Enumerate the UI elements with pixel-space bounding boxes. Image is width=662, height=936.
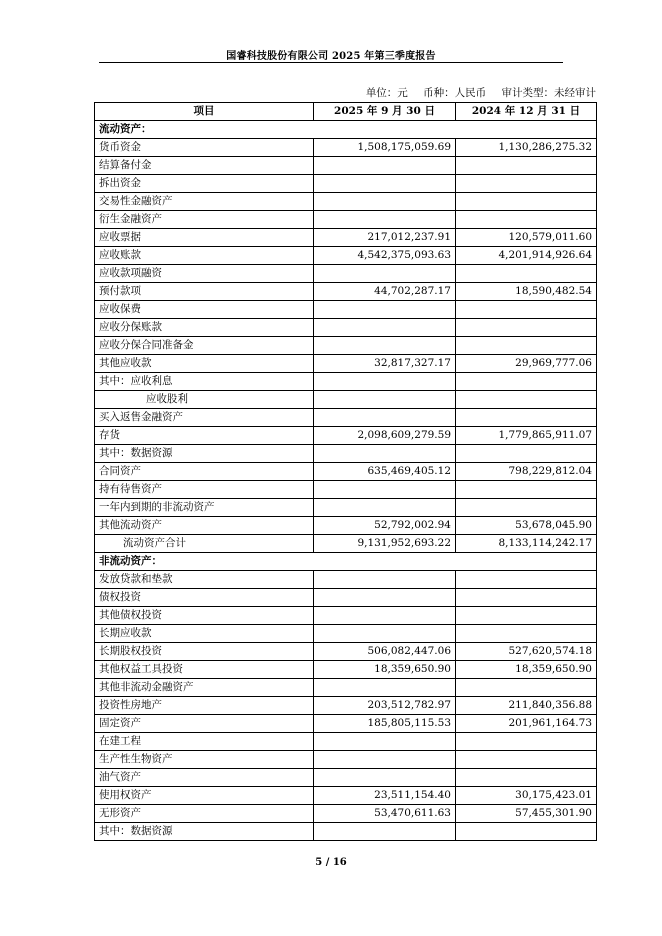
table-row: [95, 247, 597, 265]
value-prior: [456, 481, 597, 499]
row-label: 其他应收款: [95, 355, 314, 373]
value-current: [314, 337, 456, 355]
row-label: 应收票据: [95, 229, 314, 247]
table-row: [95, 301, 597, 319]
table-row: [95, 607, 597, 625]
value-prior: 201,961,164.73: [456, 715, 597, 733]
value-prior: [456, 409, 597, 427]
value-current: [314, 193, 456, 211]
table-row: [95, 139, 597, 157]
value-current: 217,012,237.91: [314, 229, 456, 247]
row-label: 长期股权投资: [95, 643, 314, 661]
table-row: [95, 409, 597, 427]
row-label: 存货: [95, 427, 314, 445]
value-current: [314, 301, 456, 319]
value-prior: [456, 265, 597, 283]
value-current: 2,098,609,279.59: [314, 427, 456, 445]
table-row: [95, 373, 597, 391]
table-row: [95, 283, 597, 301]
value-prior: 8,133,114,242.17: [456, 535, 597, 553]
audit-type-label: 审计类型：未经审计: [501, 87, 596, 99]
value-current: 185,805,115.53: [314, 715, 456, 733]
value-prior: 120,579,011.60: [456, 229, 597, 247]
table-row: [95, 211, 597, 229]
value-prior: [456, 769, 597, 787]
table-row: [95, 733, 597, 751]
value-prior: [456, 319, 597, 337]
row-label: 发放贷款和垫款: [95, 571, 314, 589]
value-prior: [456, 175, 597, 193]
value-prior: [456, 337, 597, 355]
value-current: [314, 265, 456, 283]
row-label: 其他流动资产: [95, 517, 314, 535]
value-current: 52,792,002.94: [314, 517, 456, 535]
header-period-current: 2025 年 9 月 30 日: [314, 103, 456, 121]
table-row: [95, 337, 597, 355]
table-row: [95, 481, 597, 499]
value-current: [314, 409, 456, 427]
table-row: [95, 625, 597, 643]
value-prior: 527,620,574.18: [456, 643, 597, 661]
table-header-row: [95, 103, 597, 121]
table-row: [95, 517, 597, 535]
value-prior: 57,455,301.90: [456, 805, 597, 823]
header-item: 项目: [95, 103, 314, 121]
row-label: 流动资产合计: [95, 535, 314, 553]
row-label: 拆出资金: [95, 175, 314, 193]
value-prior: [456, 373, 597, 391]
value-current: [314, 175, 456, 193]
value-current: [314, 733, 456, 751]
value-current: [314, 211, 456, 229]
value-current: 53,470,611.63: [314, 805, 456, 823]
table-row: [95, 571, 597, 589]
row-label: 其他债权投资: [95, 607, 314, 625]
table-row: [95, 157, 597, 175]
value-prior: [456, 589, 597, 607]
row-label: 结算备付金: [95, 157, 314, 175]
value-prior: 211,840,356.88: [456, 697, 597, 715]
row-label: 其他权益工具投资: [95, 661, 314, 679]
row-label: 固定资产: [95, 715, 314, 733]
row-label: 无形资产: [95, 805, 314, 823]
value-prior: 1,779,865,911.07: [456, 427, 597, 445]
value-current: [314, 679, 456, 697]
table-row: [95, 589, 597, 607]
row-label: 预付款项: [95, 283, 314, 301]
report-header-title: 国睿科技股份有限公司 2025 年第三季度报告: [226, 51, 436, 62]
value-current: [314, 157, 456, 175]
value-current: [314, 769, 456, 787]
unit-label: 单位：元: [365, 87, 408, 99]
row-label: 投资性房地产: [95, 697, 314, 715]
table-row: [95, 805, 597, 823]
value-prior: [456, 391, 597, 409]
value-prior: [456, 733, 597, 751]
value-prior: [456, 823, 597, 841]
value-prior: 1,130,286,275.32: [456, 139, 597, 157]
row-label: 债权投资: [95, 589, 314, 607]
value-current: 18,359,650.90: [314, 661, 456, 679]
row-label: 其他非流动金融资产: [95, 679, 314, 697]
table-row: [95, 319, 597, 337]
table-row: [95, 499, 597, 517]
header-period-prior: 2024 年 12 月 31 日: [456, 103, 597, 121]
section-row: [95, 553, 597, 571]
unit-line: [366, 85, 596, 100]
value-current: [314, 445, 456, 463]
value-prior: [456, 751, 597, 769]
value-prior: [456, 157, 597, 175]
row-label: 油气资产: [95, 769, 314, 787]
table-row: [95, 751, 597, 769]
table-row: [95, 391, 597, 409]
value-current: 9,131,952,693.22: [314, 535, 456, 553]
value-prior: 18,590,482.54: [456, 283, 597, 301]
row-label: 生产性生物资产: [95, 751, 314, 769]
row-label: 其中：数据资源: [95, 823, 314, 841]
value-prior: [456, 211, 597, 229]
value-current: [314, 589, 456, 607]
value-current: [314, 499, 456, 517]
value-current: [314, 571, 456, 589]
value-current: 44,702,287.17: [314, 283, 456, 301]
value-prior: [456, 193, 597, 211]
row-label: 货币资金: [95, 139, 314, 157]
value-prior: [456, 571, 597, 589]
row-label: 应收分保合同准备金: [95, 337, 314, 355]
row-label: 交易性金融资产: [95, 193, 314, 211]
value-prior: 4,201,914,926.64: [456, 247, 597, 265]
table-row: [95, 175, 597, 193]
row-label: 持有待售资产: [95, 481, 314, 499]
row-label: 应收股利: [95, 391, 314, 409]
row-label: 在建工程: [95, 733, 314, 751]
table-row: [95, 355, 597, 373]
value-prior: [456, 679, 597, 697]
value-current: [314, 625, 456, 643]
row-label: 合同资产: [95, 463, 314, 481]
value-current: 1,508,175,059.69: [314, 139, 456, 157]
value-current: 203,512,782.97: [314, 697, 456, 715]
table-row: [95, 661, 597, 679]
row-label: 使用权资产: [95, 787, 314, 805]
value-prior: [456, 301, 597, 319]
table-row: [95, 463, 597, 481]
value-current: [314, 481, 456, 499]
table-row: [95, 823, 597, 841]
value-current: [314, 391, 456, 409]
value-prior: 30,175,423.01: [456, 787, 597, 805]
value-prior: 798,229,812.04: [456, 463, 597, 481]
value-prior: [456, 499, 597, 517]
row-label: 应收保费: [95, 301, 314, 319]
table-row: [95, 193, 597, 211]
table-row: [95, 697, 597, 715]
balance-sheet-table: [94, 102, 597, 841]
currency-label: 币种：人民币: [423, 87, 487, 99]
value-prior: [456, 625, 597, 643]
header-divider: [99, 62, 563, 63]
table-row: [95, 427, 597, 445]
table-row: [95, 643, 597, 661]
table-row: [95, 265, 597, 283]
section-label: 非流动资产：: [95, 553, 597, 571]
table-row: [95, 445, 597, 463]
value-current: [314, 751, 456, 769]
row-label: 其中：数据资源: [95, 445, 314, 463]
table-row: [95, 535, 597, 553]
value-current: [314, 607, 456, 625]
row-label: 买入返售金融资产: [95, 409, 314, 427]
table-row: [95, 229, 597, 247]
value-prior: [456, 445, 597, 463]
row-label: 应收账款: [95, 247, 314, 265]
value-current: 4,542,375,093.63: [314, 247, 456, 265]
row-label: 衍生金融资产: [95, 211, 314, 229]
page-number: 5 / 16: [315, 857, 347, 868]
value-prior: 53,678,045.90: [456, 517, 597, 535]
table-row: [95, 715, 597, 733]
table-row: [95, 679, 597, 697]
section-label: 流动资产：: [95, 121, 597, 139]
value-prior: 18,359,650.90: [456, 661, 597, 679]
value-current: 635,469,405.12: [314, 463, 456, 481]
value-current: [314, 319, 456, 337]
value-current: [314, 373, 456, 391]
value-current: 506,082,447.06: [314, 643, 456, 661]
value-current: [314, 823, 456, 841]
row-label: 一年内到期的非流动资产: [95, 499, 314, 517]
row-label: 长期应收款: [95, 625, 314, 643]
row-label: 应收款项融资: [95, 265, 314, 283]
table-row: [95, 787, 597, 805]
table-row: [95, 769, 597, 787]
section-row: [95, 121, 597, 139]
row-label: 应收分保账款: [95, 319, 314, 337]
row-label: 其中：应收利息: [95, 373, 314, 391]
value-prior: 29,969,777.06: [456, 355, 597, 373]
value-current: 23,511,154.40: [314, 787, 456, 805]
value-prior: [456, 607, 597, 625]
value-current: 32,817,327.17: [314, 355, 456, 373]
